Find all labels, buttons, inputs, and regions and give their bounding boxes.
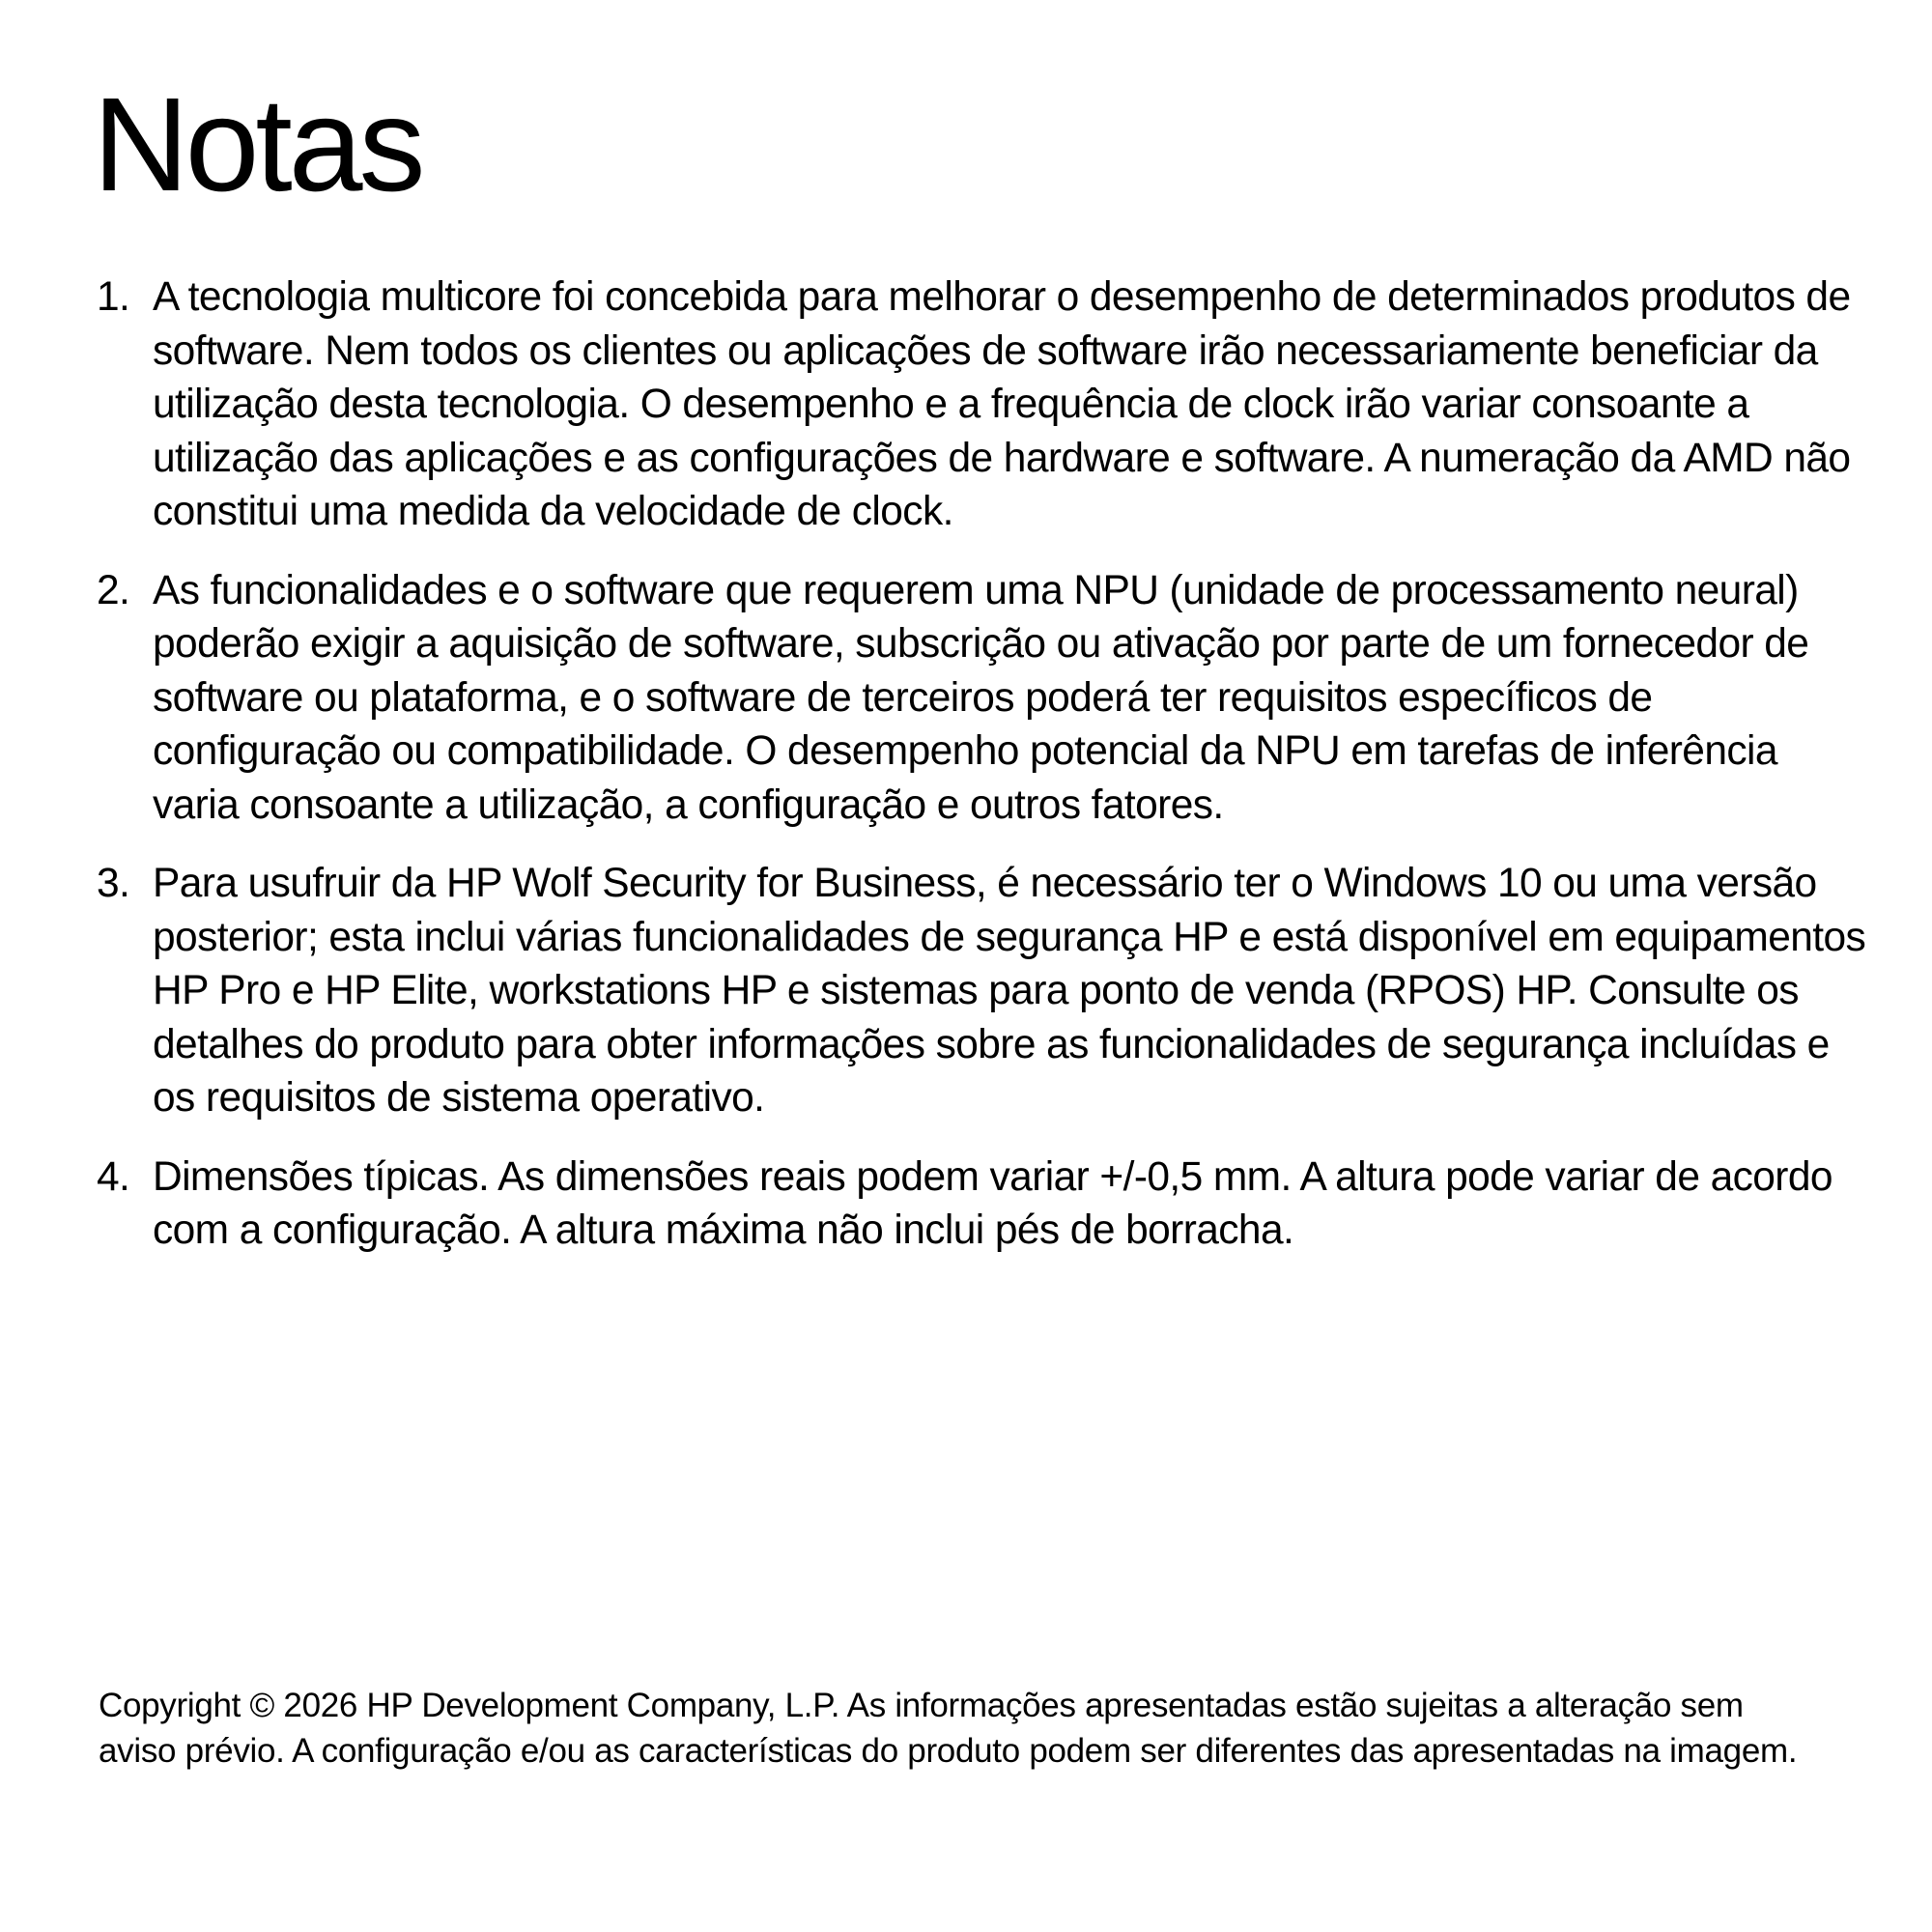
note-text: Dimensões típicas. As dimensões reais podem variar +/-0,5 mm. A altura pode variar de acordo com a configuração. A altura máxima não inclui pés de borracha. (153, 1153, 1833, 1253)
note-item-4 (97, 1151, 1835, 1258)
page-title: Notas (93, 71, 422, 219)
note-item-1 (97, 270, 1851, 539)
note-number: 3. (97, 861, 130, 906)
note-number: 4. (97, 1153, 130, 1200)
notes-list (97, 270, 1866, 1283)
note-text: Para usufruir da HP Wolf Security for Business, é necessário ter o Windows 10 ou uma versão posterior; esta inclui várias funcionalidades de segurança HP e está disponível em equipamentos HP Pro e HP Elite, workstations HP e sistemas para ponto de venda (RPOS) HP. Consulte os detalhes do produto para obter informações sobre as funcionalidades de segurança incluídas e os requisitos de sistema operativo. (153, 861, 1866, 1121)
note-text: A tecnologia multicore foi concebida para melhorar o desempenho de determinados produtos de software. Nem todos os clientes ou aplicações de software irão necessariamente beneficiar da utilização desta tecnologia. O desempenho e a frequência de clock irão variar consoante a utilização das aplicações e as configurações de hardware e software. A numeração da AMD não constitui uma medida da velocidade de clock. (153, 274, 1851, 534)
note-text: As funcionalidades e o software que requerem uma NPU (unidade de processamento neural) poderão exigir a aquisição de software, subscrição ou ativação por parte de um fornecedor de software ou plataforma, e o software de terceiros poderá ter requisitos específicos de configuração ou compatibilidade. O desempenho potencial da NPU em tarefas de inferência varia consoante a utilização, a configuração e outros fatores. (153, 567, 1809, 828)
note-number: 1. (97, 274, 130, 320)
note-number: 2. (97, 567, 130, 613)
note-item-2 (97, 564, 1835, 833)
note-item-3 (97, 857, 1866, 1125)
copyright-notice: Copyright © 2026 HP Development Company, L.P. As informações apresentadas estão sujeitas a alteração sem aviso prévio. A configuração e/ou as características do produto podem ser diferentes das apresentadas na imagem. (99, 1687, 1798, 1770)
